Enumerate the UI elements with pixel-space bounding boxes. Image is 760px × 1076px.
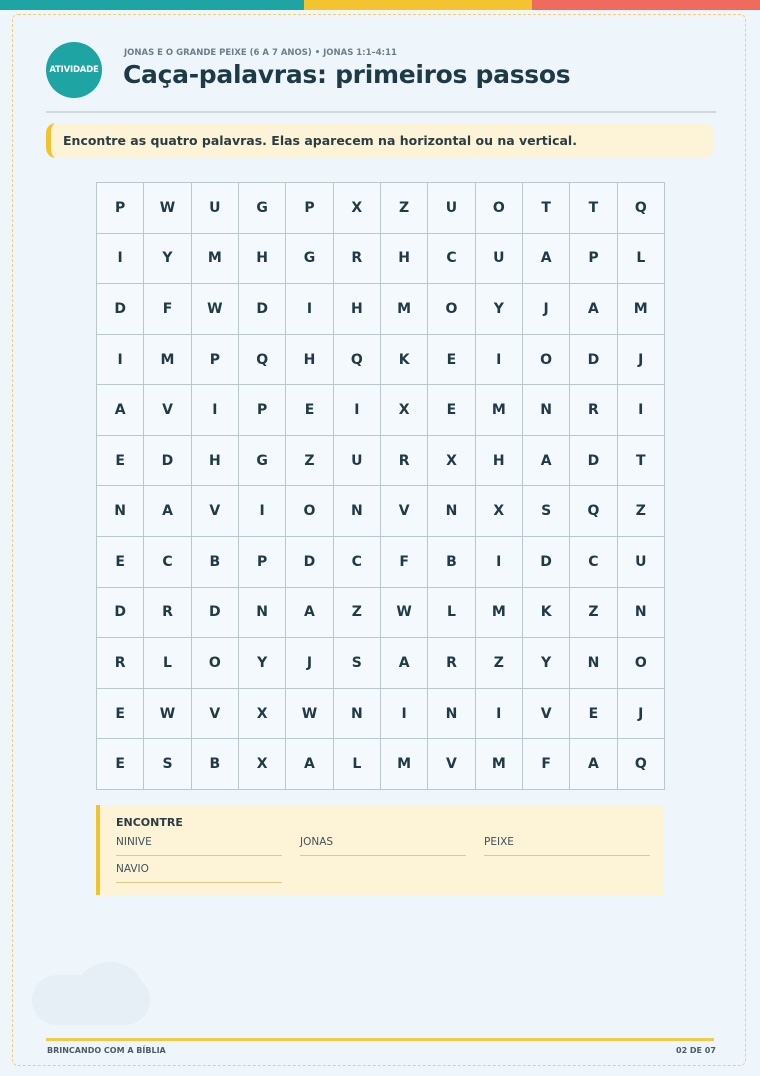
grid-cell: Z	[286, 436, 333, 487]
grid-cell: I	[239, 486, 286, 537]
grid-cell: C	[570, 537, 617, 588]
grid-cell: D	[144, 436, 191, 487]
grid-cell: V	[192, 486, 239, 537]
grid-cell: T	[570, 183, 617, 234]
grid-cell: W	[144, 689, 191, 740]
grid-cell: F	[144, 284, 191, 335]
grid-cell: J	[618, 689, 665, 740]
grid-cell: T	[523, 183, 570, 234]
grid-cell: A	[381, 638, 428, 689]
grid-cell: N	[428, 689, 475, 740]
grid-cell: U	[618, 537, 665, 588]
grid-cell: N	[334, 486, 381, 537]
grid-cell: A	[286, 739, 333, 790]
grid-cell: D	[286, 537, 333, 588]
grid-cell: D	[239, 284, 286, 335]
instruction-text: Encontre as quatro palavras. Elas aparecem na horizontal ou na vertical.	[63, 133, 577, 148]
grid-cell: M	[618, 284, 665, 335]
grid-cell: G	[239, 183, 286, 234]
grid-cell: I	[97, 234, 144, 285]
grid-cell: N	[97, 486, 144, 537]
grid-cell: D	[570, 436, 617, 487]
grid-cell: I	[476, 537, 523, 588]
grid-cell: F	[523, 739, 570, 790]
word-item: NINIVE	[116, 836, 282, 856]
cloud-decoration	[78, 962, 142, 1012]
grid-cell: E	[97, 689, 144, 740]
grid-cell: A	[570, 284, 617, 335]
grid-cell: Y	[239, 638, 286, 689]
grid-cell: N	[428, 486, 475, 537]
grid-cell: F	[381, 537, 428, 588]
grid-cell: A	[523, 436, 570, 487]
grid-cell: N	[334, 689, 381, 740]
grid-cell: D	[97, 284, 144, 335]
grid-cell: U	[334, 436, 381, 487]
grid-cell: O	[192, 638, 239, 689]
grid-cell: O	[618, 638, 665, 689]
grid-cell: W	[381, 588, 428, 639]
grid-cell: D	[523, 537, 570, 588]
grid-cell: H	[286, 335, 333, 386]
grid-cell: Q	[570, 486, 617, 537]
grid-cell: V	[144, 385, 191, 436]
grid-cell: S	[144, 739, 191, 790]
grid-cell: B	[192, 537, 239, 588]
grid-cell: E	[286, 385, 333, 436]
footer-divider	[46, 1038, 714, 1041]
grid-cell: Z	[476, 638, 523, 689]
grid-cell: L	[618, 234, 665, 285]
word-list-box	[96, 805, 664, 895]
grid-cell: M	[144, 335, 191, 386]
grid-cell: I	[476, 689, 523, 740]
grid-cell: M	[476, 739, 523, 790]
grid-cell: E	[97, 436, 144, 487]
grid-cell: D	[97, 588, 144, 639]
grid-cell: N	[618, 588, 665, 639]
grid-cell: T	[618, 436, 665, 487]
page-subtitle: JONAS E O GRANDE PEIXE (6 A 7 ANOS) • JONAS 1:1–4:11	[124, 48, 397, 58]
grid-cell: R	[570, 385, 617, 436]
page-title: Caça-palavras: primeiros passos	[123, 60, 571, 89]
grid-cell: X	[239, 689, 286, 740]
grid-cell: V	[428, 739, 475, 790]
grid-cell: I	[192, 385, 239, 436]
grid-cell: X	[381, 385, 428, 436]
grid-cell: J	[286, 638, 333, 689]
word-search-grid	[96, 182, 665, 790]
grid-cell: P	[239, 385, 286, 436]
grid-cell: V	[192, 689, 239, 740]
grid-cell: N	[570, 638, 617, 689]
grid-cell: X	[428, 436, 475, 487]
grid-cell: X	[334, 183, 381, 234]
grid-cell: O	[523, 335, 570, 386]
grid-cell: Z	[381, 183, 428, 234]
grid-cell: L	[334, 739, 381, 790]
grid-cell: P	[286, 183, 333, 234]
grid-cell: A	[286, 588, 333, 639]
grid-cell: S	[334, 638, 381, 689]
grid-cell: I	[97, 335, 144, 386]
grid-cell: Z	[570, 588, 617, 639]
grid-cell: X	[476, 486, 523, 537]
header-divider	[46, 111, 716, 113]
top-bar-teal	[0, 0, 304, 10]
grid-cell: I	[286, 284, 333, 335]
grid-cell: I	[334, 385, 381, 436]
grid-cell: K	[523, 588, 570, 639]
grid-cell: R	[428, 638, 475, 689]
grid-cell: E	[570, 689, 617, 740]
grid-cell: M	[381, 739, 428, 790]
word-item: JONAS	[300, 836, 466, 856]
grid-cell: E	[428, 335, 475, 386]
grid-cell: K	[381, 335, 428, 386]
grid-cell: E	[428, 385, 475, 436]
top-color-bar	[0, 0, 760, 10]
grid-cell: S	[523, 486, 570, 537]
grid-cell: U	[192, 183, 239, 234]
grid-cell: W	[144, 183, 191, 234]
grid-cell: A	[523, 234, 570, 285]
grid-cell: H	[239, 234, 286, 285]
grid-cell: G	[239, 436, 286, 487]
grid-cell: G	[286, 234, 333, 285]
grid-cell: R	[97, 638, 144, 689]
grid-cell: D	[570, 335, 617, 386]
grid-cell: Y	[476, 284, 523, 335]
grid-cell: C	[428, 234, 475, 285]
grid-cell: M	[476, 588, 523, 639]
footer-title: BRINCANDO COM A BÍBLIA	[47, 1046, 166, 1055]
grid-cell: H	[192, 436, 239, 487]
grid-cell: W	[192, 284, 239, 335]
grid-cell: X	[239, 739, 286, 790]
grid-cell: E	[97, 537, 144, 588]
grid-cell: L	[144, 638, 191, 689]
grid-cell: O	[428, 284, 475, 335]
grid-cell: U	[476, 234, 523, 285]
grid-cell: M	[192, 234, 239, 285]
top-bar-yellow	[304, 0, 532, 10]
grid-cell: V	[381, 486, 428, 537]
grid-cell: C	[144, 537, 191, 588]
grid-cell: P	[97, 183, 144, 234]
grid-cell: R	[144, 588, 191, 639]
word-item: NAVIO	[116, 863, 282, 883]
word-item: PEIXE	[484, 836, 650, 856]
grid-cell: A	[570, 739, 617, 790]
grid-cell: M	[476, 385, 523, 436]
grid-cell: D	[192, 588, 239, 639]
grid-cell: U	[428, 183, 475, 234]
grid-cell: J	[618, 335, 665, 386]
grid-cell: N	[523, 385, 570, 436]
instruction-callout	[46, 123, 714, 158]
grid-cell: H	[381, 234, 428, 285]
grid-cell: V	[523, 689, 570, 740]
grid-cell: A	[97, 385, 144, 436]
grid-cell: M	[381, 284, 428, 335]
grid-cell: Q	[618, 183, 665, 234]
grid-cell: Q	[334, 335, 381, 386]
grid-cell: I	[381, 689, 428, 740]
grid-cell: Q	[239, 335, 286, 386]
grid-cell: C	[334, 537, 381, 588]
grid-cell: O	[286, 486, 333, 537]
grid-cell: Z	[334, 588, 381, 639]
grid-cell: L	[428, 588, 475, 639]
grid-cell: I	[618, 385, 665, 436]
grid-cell: O	[476, 183, 523, 234]
grid-cell: B	[428, 537, 475, 588]
grid-cell: P	[239, 537, 286, 588]
grid-cell: A	[144, 486, 191, 537]
top-bar-coral	[532, 0, 760, 10]
grid-cell: Y	[144, 234, 191, 285]
grid-cell: Z	[618, 486, 665, 537]
word-list-heading: ENCONTRE	[116, 816, 183, 829]
grid-cell: E	[97, 739, 144, 790]
grid-cell: R	[334, 234, 381, 285]
grid-cell: N	[239, 588, 286, 639]
grid-cell: Y	[523, 638, 570, 689]
grid-cell: R	[381, 436, 428, 487]
activity-badge: ATIVIDADE	[46, 42, 102, 98]
grid-cell: J	[523, 284, 570, 335]
grid-cell: H	[476, 436, 523, 487]
grid-cell: Q	[618, 739, 665, 790]
grid-cell: I	[476, 335, 523, 386]
grid-cell: H	[334, 284, 381, 335]
grid-cell: P	[192, 335, 239, 386]
grid-cell: W	[286, 689, 333, 740]
grid-cell: P	[570, 234, 617, 285]
page-number: 02 DE 07	[676, 1046, 716, 1055]
grid-cell: B	[192, 739, 239, 790]
